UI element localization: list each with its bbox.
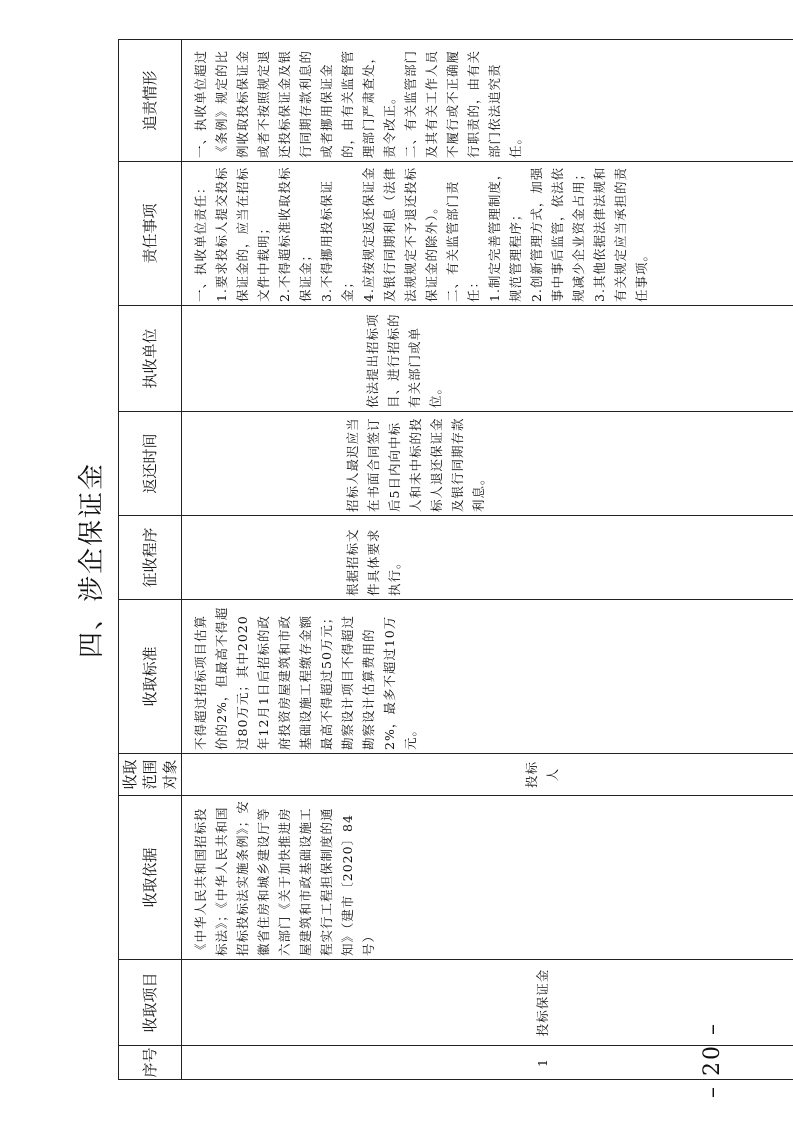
cell-procedure: 根据招标文件具体要求执行。 bbox=[182, 516, 793, 600]
table-header-row bbox=[119, 40, 182, 1080]
cell-scope: 投标人 bbox=[182, 754, 793, 796]
cell-collector: 依法提出招标项目、进行招标的有关部门或单位。 bbox=[182, 306, 793, 412]
header-basis: 收取依据 bbox=[119, 796, 182, 960]
header-refund-time: 返还时间 bbox=[119, 412, 182, 516]
header-scope: 收取范围对象 bbox=[119, 754, 182, 796]
cell-refund-time: 招标人最迟应当在书面合同签订后5日内向中标人和未中标的投标人退还保证金及银行同期存款利息。 bbox=[182, 412, 793, 516]
cell-item: 投标保证金 bbox=[182, 960, 793, 1046]
header-item: 收取项目 bbox=[119, 960, 182, 1046]
page-number: – 20 – bbox=[700, 1022, 725, 1098]
header-accountability: 追责情形 bbox=[119, 40, 182, 162]
header-standard: 收取标准 bbox=[119, 600, 182, 754]
cell-responsibility: 一、执收单位责任： 1.要求投标人提交投标保证金的，应当在招标文件中载明； 2.不得超标准收取投标保证金； 3.不得挪用投标保证金； 4.应按规定返还保证金及银行同期利息（法律法规规定不予退还投标保证金的除外）。 二、有关监管部门责任： 1.制定完善管理制度，规范管理程序； 2.创新管理方式，加强事中事后监管，依法依规减少企业资金占用； 3.其他依据法律法规和有关规定应当承担的责任事项。 bbox=[182, 162, 793, 306]
header-collector: 执收单位 bbox=[119, 306, 182, 412]
rotated-page bbox=[70, 40, 730, 1080]
cell-basis: 《中华人民共和国招标投标法》；《中华人民共和国招标投标法实施条例》；安徽省住房和城乡建设厅等六部门《关于加快推进房屋建筑和市政基础设施工程实行工程担保制度的通知》（建市〔2020〕84号） bbox=[182, 796, 793, 960]
header-responsibility: 责任事项 bbox=[119, 162, 182, 306]
header-no: 序号 bbox=[119, 1046, 182, 1080]
fee-table bbox=[118, 39, 793, 1080]
cell-standard: 不得超过招标项目估算价的2%，但最高不得超过80万元；其中2020年12月1日后招标的政府投资房屋建筑和市政基础设施工程缴存金额最高不得超过50万元；勘察设计项目不得超过勘察设计估算费用的2%，最多不超过10万元。 bbox=[182, 600, 793, 754]
cell-no: 1 bbox=[182, 1046, 793, 1080]
table-row bbox=[182, 40, 793, 1080]
cell-accountability: 一、执收单位超过《条例》规定的比例收取投标保证金或者不按照规定退还投标保证金及银行同期存款利息的或者挪用保证金的，由有关监督管理部门严肃查处，责令改正。 二、有关监管部门及其有关工作人员不履行或不正确履行职责的，由有关部门依法追究责任。 bbox=[182, 40, 793, 162]
page-title: 四、涉企保证金 bbox=[77, 462, 107, 659]
header-procedure: 征收程序 bbox=[119, 516, 182, 600]
